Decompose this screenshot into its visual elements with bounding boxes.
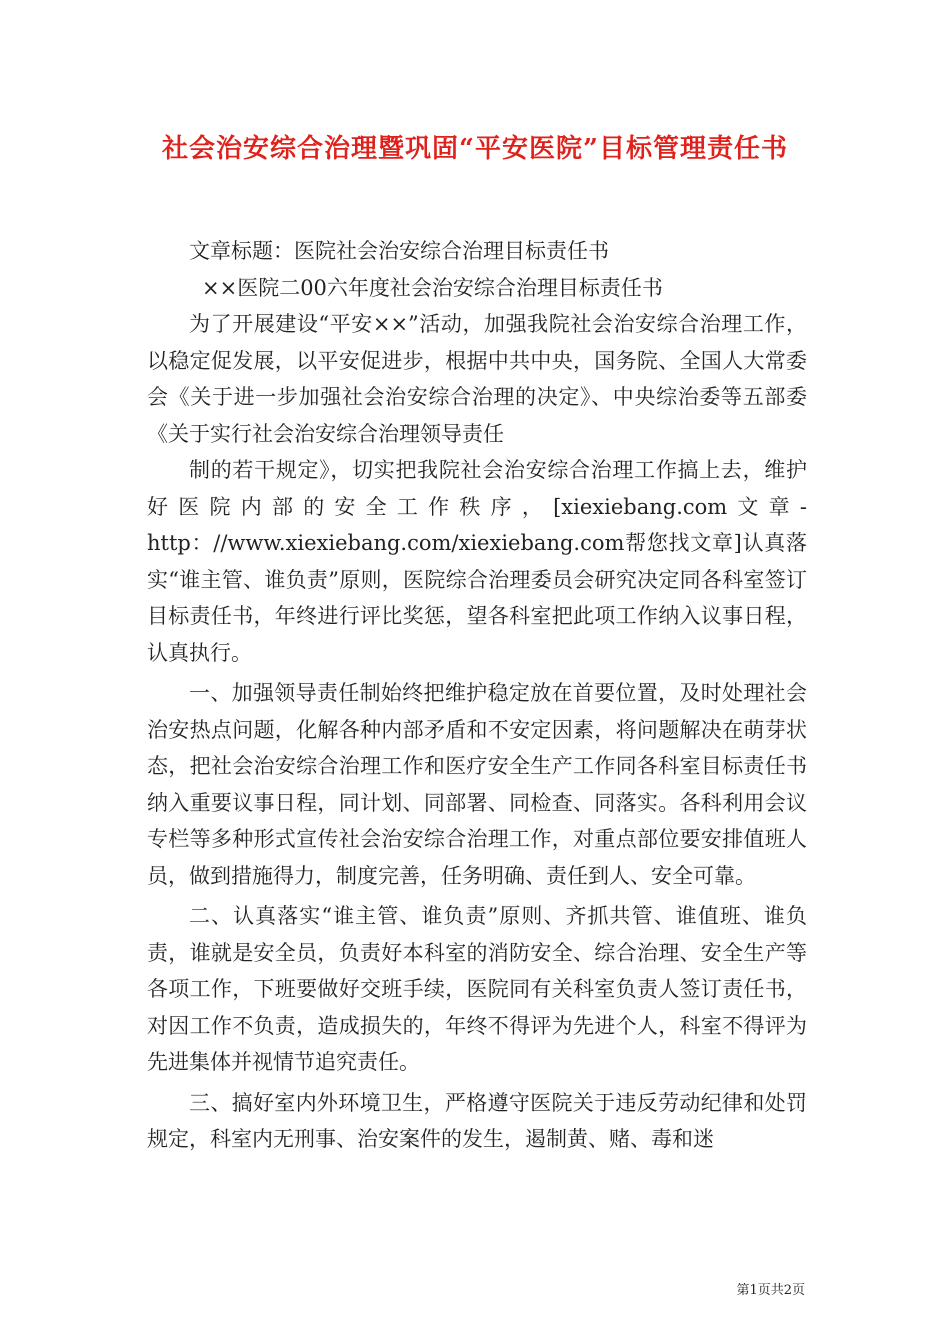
- document-body: [147, 233, 807, 1158]
- paragraph-document-name: ××医院二00六年度社会治安综合治理目标责任书: [202, 275, 663, 300]
- document-title: 社会治安综合治理暨巩固“平安医院”目标管理责任书: [162, 134, 788, 164]
- paragraph-section-three: 三、搞好室内外环境卫生，严格遵守医院关于违反劳动纪律和处罚规定，科室内无刑事、治安案件的发生，遏制黄、赌、毒和迷: [147, 1090, 807, 1151]
- paragraph-article-title: 文章标题：医院社会治安综合治理目标责任书: [189, 239, 609, 263]
- paragraph-section-one: 一、加强领导责任制始终把维护稳定放在首要位置，及时处理社会治安热点问题，化解各种内部矛盾和不安定因素，将问题解决在萌芽状态，把社会治安综合治理工作和医疗安全生产工作同各科室目标责任书纳入重要议事日程，同计划、同部署、同检查、同落实。各科利用会议专栏等多种形式宣传社会治安综合治理工作，对重点部位要安排值班人员，做到措施得力，制度完善，任务明确、责任到人、安全可靠。: [147, 681, 807, 888]
- page-number: 第1页共2页: [736, 1283, 805, 1298]
- paragraph-intro-continued: 制的若干规定》，切实把我院社会治安综合治理工作搞上去，维护好医院内部的安全工作秩序，[xiexiebang.com文章-http：//www.xiexiebang.com/xiexiebang.com帮您找文章]认真落实“谁主管、谁负责”原则，医院综合治理委员会研究决定同各科室签订目标责任书，年终进行评比奖惩，望各科室把此项工作纳入议事日程，认真执行。: [147, 458, 807, 665]
- paragraph-section-two: 二、认真落实“谁主管、谁负责”原则、齐抓共管、谁值班、谁负责，谁就是安全员，负责好本科室的消防安全、综合治理、安全生产等各项工作，下班要做好交班手续，医院同有关科室负责人签订责任书，对因工作不负责，造成损失的，年终不得评为先进个人，科室不得评为先进集体并视情节追究责任。: [147, 904, 807, 1074]
- paragraph-intro: 为了开展建设“平安××”活动，加强我院社会治安综合治理工作，以稳定促发展，以平安促进步，根据中共中央，国务院、全国人大常委会《关于进一步加强社会治安综合治理的决定》、中央综治委等五部委《关于实行社会治安综合治理领导责任: [147, 312, 807, 446]
